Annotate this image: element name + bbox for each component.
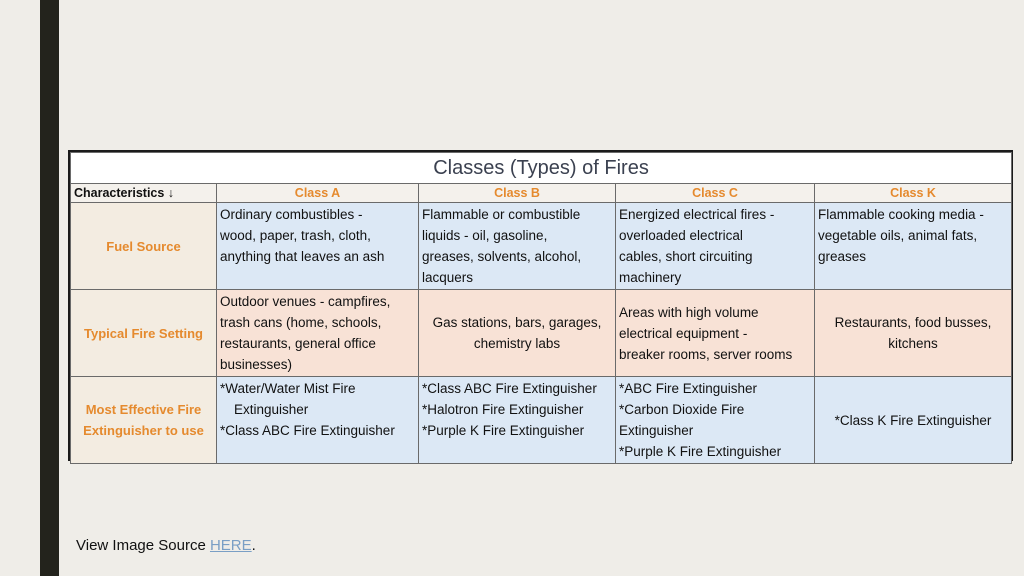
side-accent-bar	[40, 0, 59, 576]
header-row	[71, 184, 1012, 203]
cell-extinguisher-class-a: *Water/Water Mist Fire Extinguisher *Class ABC Fire Extinguisher	[217, 377, 419, 464]
class-k-header: Class K	[815, 184, 1012, 203]
table-row-typical-fire-setting	[71, 290, 1012, 377]
cell-fuel-class-b: Flammable or combustible liquids - oil, gasoline, greases, solvents, alcohol, lacquers	[419, 203, 616, 290]
class-a-header: Class A	[217, 184, 419, 203]
row-label-most-effective-extinguisher: Most Effective Fire Extinguisher to use	[71, 377, 217, 464]
class-b-header: Class B	[419, 184, 616, 203]
table-title: Classes (Types) of Fires	[71, 153, 1012, 184]
cell-extinguisher-class-k: *Class K Fire Extinguisher	[815, 377, 1012, 464]
image-source-line	[76, 537, 256, 554]
table-row-fuel-source	[71, 203, 1012, 290]
fire-classes-table	[68, 150, 1013, 461]
table-row-most-effective-extinguisher	[71, 377, 1012, 464]
class-c-header: Class C	[616, 184, 815, 203]
cell-setting-class-a: Outdoor venues - campfires, trash cans (home, schools, restaurants, general office businesses)	[217, 290, 419, 377]
row-label-typical-fire-setting: Typical Fire Setting	[71, 290, 217, 377]
cell-setting-class-c: Areas with high volume electrical equipment - breaker rooms, server rooms	[616, 290, 815, 377]
characteristics-header: Characteristics ↓	[71, 184, 217, 203]
cell-setting-class-b: Gas stations, bars, garages, chemistry labs	[419, 290, 616, 377]
source-link[interactable]: HERE	[209, 537, 252, 554]
cell-extinguisher-class-b: *Class ABC Fire Extinguisher *Halotron Fire Extinguisher *Purple K Fire Extinguisher	[419, 377, 616, 464]
source-suffix: .	[251, 537, 256, 554]
cell-fuel-class-a: Ordinary combustibles - wood, paper, trash, cloth, anything that leaves an ash	[217, 203, 419, 290]
row-label-fuel-source: Fuel Source	[71, 203, 217, 290]
cell-setting-class-k: Restaurants, food busses, kitchens	[815, 290, 1012, 377]
cell-fuel-class-c: Energized electrical fires - overloaded electrical cables, short circuiting machinery	[616, 203, 815, 290]
source-prefix: View Image Source	[76, 537, 210, 554]
cell-fuel-class-k: Flammable cooking media - vegetable oils, animal fats, greases	[815, 203, 1012, 290]
cell-extinguisher-class-c: *ABC Fire Extinguisher *Carbon Dioxide Fire Extinguisher *Purple K Fire Extinguisher	[616, 377, 815, 464]
